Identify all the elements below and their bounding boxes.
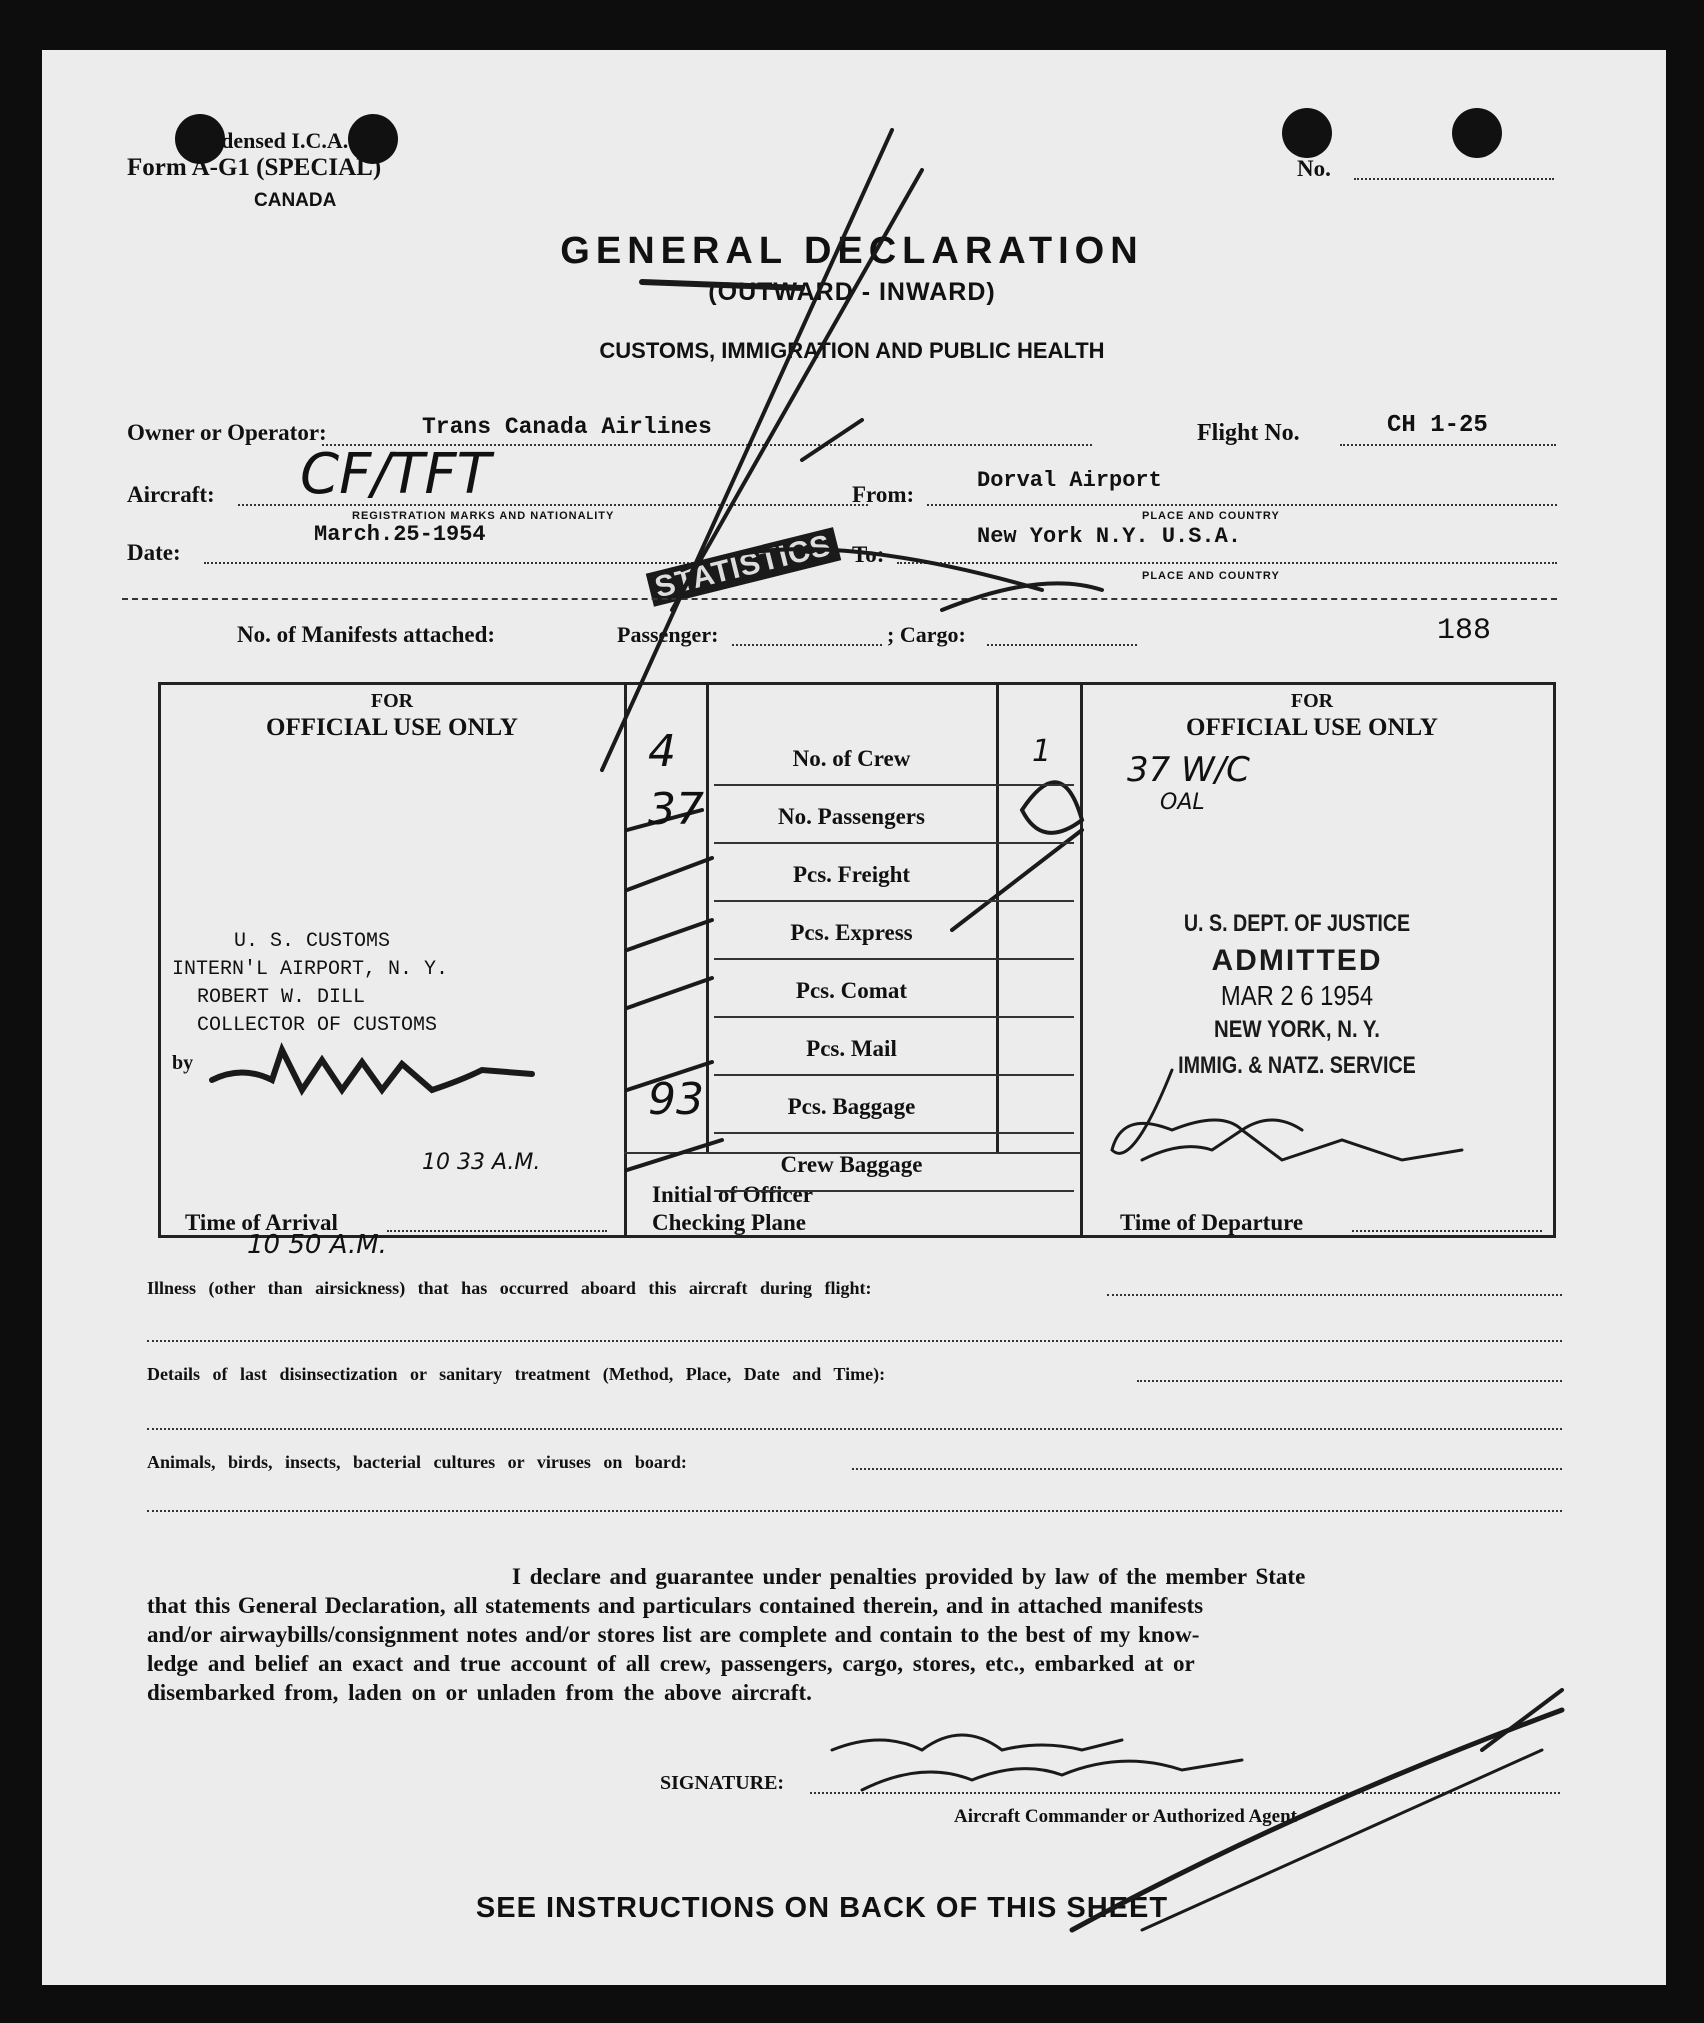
- customs-stamp-line: ROBERT W. DILL: [197, 986, 366, 1009]
- form-title: GENERAL DECLARATION: [560, 230, 1144, 272]
- arrival-handwritten: 10 50 A.M.: [247, 1230, 387, 1260]
- row-label: Pcs. Baggage: [787, 1094, 916, 1119]
- row-rule: [714, 958, 1074, 960]
- row-rule: [714, 1074, 1074, 1076]
- owner-label: Owner or Operator:: [127, 420, 327, 445]
- cargo-manifest-label: ; Cargo:: [887, 622, 966, 647]
- row-extra: 1: [1032, 734, 1052, 769]
- row-dash: [627, 858, 712, 890]
- row-label: Pcs. Express: [790, 920, 913, 945]
- row-label: Pcs. Freight: [792, 862, 911, 887]
- form-country: CANADA: [254, 190, 337, 211]
- flight-value: CH 1-25: [1387, 412, 1488, 439]
- row-dash: [627, 1140, 722, 1170]
- disinsect-label: Details of last disinsectization or sanitary treatment (Method, Place, Date and Time):: [147, 1364, 886, 1384]
- manifests-label: No. of Manifests attached:: [237, 622, 496, 647]
- row-rule: [714, 1016, 1074, 1018]
- form-no-label: No.: [1297, 156, 1331, 181]
- diagonal-slash: [672, 170, 922, 610]
- diagonal-slash: [802, 420, 862, 460]
- form-condensed-label: Condensed I.C.A.O.: [182, 128, 371, 153]
- from-label: From:: [852, 482, 915, 507]
- passenger-manifest-label: Passenger:: [617, 622, 719, 647]
- signature-role: Aircraft Commander or Authorized Agent: [954, 1806, 1298, 1827]
- row-label: Pcs. Mail: [806, 1036, 897, 1061]
- departure-label: Time of Departure: [1120, 1210, 1304, 1235]
- right-note: 37 W/C: [1127, 750, 1250, 790]
- customs-signature: [212, 1050, 532, 1090]
- commander-slash: [1142, 1750, 1542, 1930]
- customs-stamp-line: U. S. CUSTOMS: [234, 930, 391, 953]
- justice-signature: [1142, 1130, 1462, 1160]
- aircraft-label: Aircraft:: [127, 482, 215, 507]
- form-direction: (OUTWARD - INWARD): [708, 278, 996, 306]
- declaration-line: that this General Declaration, all statements and particulars contained therein, and in attached manifests: [147, 1593, 1204, 1618]
- page-number: 188: [1437, 614, 1492, 648]
- left-official-header: OFFICIAL USE ONLY: [266, 714, 518, 741]
- diagonal-slash: [942, 583, 1102, 610]
- justice-stamp-date: MAR 2 6 1954: [1220, 980, 1374, 1011]
- from-value: Dorval Airport: [977, 468, 1162, 493]
- row-rule: [714, 1190, 1074, 1192]
- row-label: No. of Crew: [792, 746, 911, 771]
- initial-officer-label: Initial of Officer: [652, 1182, 813, 1207]
- diagonal-slash: [602, 130, 892, 770]
- flight-label: Flight No.: [1197, 420, 1300, 446]
- right-note2: OAL: [1160, 790, 1205, 815]
- customs-stamp-line: COLLECTOR OF CUSTOMS: [197, 1014, 438, 1037]
- to-label: To:: [852, 542, 885, 567]
- row-dash: [627, 920, 712, 950]
- form-subtitle: CUSTOMS, IMMIGRATION AND PUBLIC HEALTH: [599, 338, 1105, 363]
- row-dash: [627, 978, 712, 1008]
- row-rule: [714, 1132, 1074, 1134]
- declaration-line: I declare and guarantee under penalties provided by law of the member State: [512, 1564, 1306, 1589]
- declaration-line: disembarked from, laden on or unladen from the above aircraft.: [147, 1680, 812, 1705]
- customs-stamp-line: INTERN'L AIRPORT, N. Y.: [172, 958, 449, 981]
- justice-stamp-line: U. S. DEPT. OF JUSTICE: [1183, 910, 1411, 937]
- statistics-stamp: STATISTICS: [646, 527, 841, 607]
- customs-by-label: by: [172, 1052, 194, 1074]
- diagonal-slash: [682, 549, 1042, 590]
- row-label: No. Passengers: [778, 804, 925, 829]
- date-value: March.25-1954: [314, 522, 486, 547]
- signature-label: SIGNATURE:: [660, 1772, 785, 1794]
- justice-stamp-line: NEW YORK, N. Y.: [1214, 1016, 1380, 1043]
- date-label: Date:: [127, 540, 181, 565]
- footer-instructions: SEE INSTRUCTIONS ON BACK OF THIS SHEET: [475, 1892, 1169, 1924]
- row-rule: [714, 784, 1074, 786]
- initial-officer-label2: Checking Plane: [652, 1210, 806, 1235]
- place-note-from: PLACE AND COUNTRY: [1142, 510, 1280, 522]
- right-official-header: OFFICIAL USE ONLY: [1186, 714, 1438, 741]
- registration-note: REGISTRATION MARKS AND NATIONALITY: [352, 510, 615, 522]
- justice-signature: [1112, 1070, 1302, 1153]
- justice-stamp-line: IMMIG. & NATZ. SERVICE: [1178, 1052, 1416, 1079]
- row-label: Crew Baggage: [780, 1152, 923, 1177]
- declaration-form: [42, 50, 1666, 1985]
- arrival-note: 10 33 A.M.: [422, 1150, 541, 1175]
- commander-signature: [862, 1760, 1242, 1790]
- justice-stamp-admitted: ADMITTED: [1211, 944, 1383, 977]
- form-id: Form A-G1 (SPECIAL): [127, 154, 382, 181]
- row-value: 93: [648, 1074, 704, 1125]
- aircraft-value: CF/TFT: [300, 442, 491, 507]
- place-note-to: PLACE AND COUNTRY: [1142, 570, 1280, 582]
- row-rule: [714, 900, 1074, 902]
- scribble: [1022, 782, 1082, 833]
- outward-strike: [642, 282, 802, 288]
- declaration-line: ledge and belief an exact and true account of all crew, passengers, cargo, stores, etc., embarked at or: [147, 1651, 1195, 1676]
- row-value: 37: [648, 784, 704, 835]
- to-value: New York N.Y. U.S.A.: [977, 524, 1242, 549]
- row-label: Pcs. Comat: [795, 978, 908, 1003]
- commander-signature: [832, 1735, 1122, 1750]
- right-official-for: FOR: [1290, 690, 1334, 712]
- animals-label: Animals, birds, insects, bacterial cultures or viruses on board:: [147, 1452, 687, 1472]
- left-official-for: FOR: [370, 690, 414, 712]
- row-value: 4: [648, 726, 676, 777]
- row-rule: [714, 842, 1074, 844]
- illness-label: Illness (other than airsickness) that has occurred aboard this aircraft during flight:: [147, 1278, 872, 1298]
- arrival-label: Time of Arrival: [185, 1210, 338, 1235]
- owner-value: Trans Canada Airlines: [422, 414, 712, 440]
- commander-slash: [1482, 1690, 1562, 1750]
- declaration-line: and/or airwaybills/consignment notes and/or stores list are complete and contain to the best of my know-: [147, 1622, 1200, 1647]
